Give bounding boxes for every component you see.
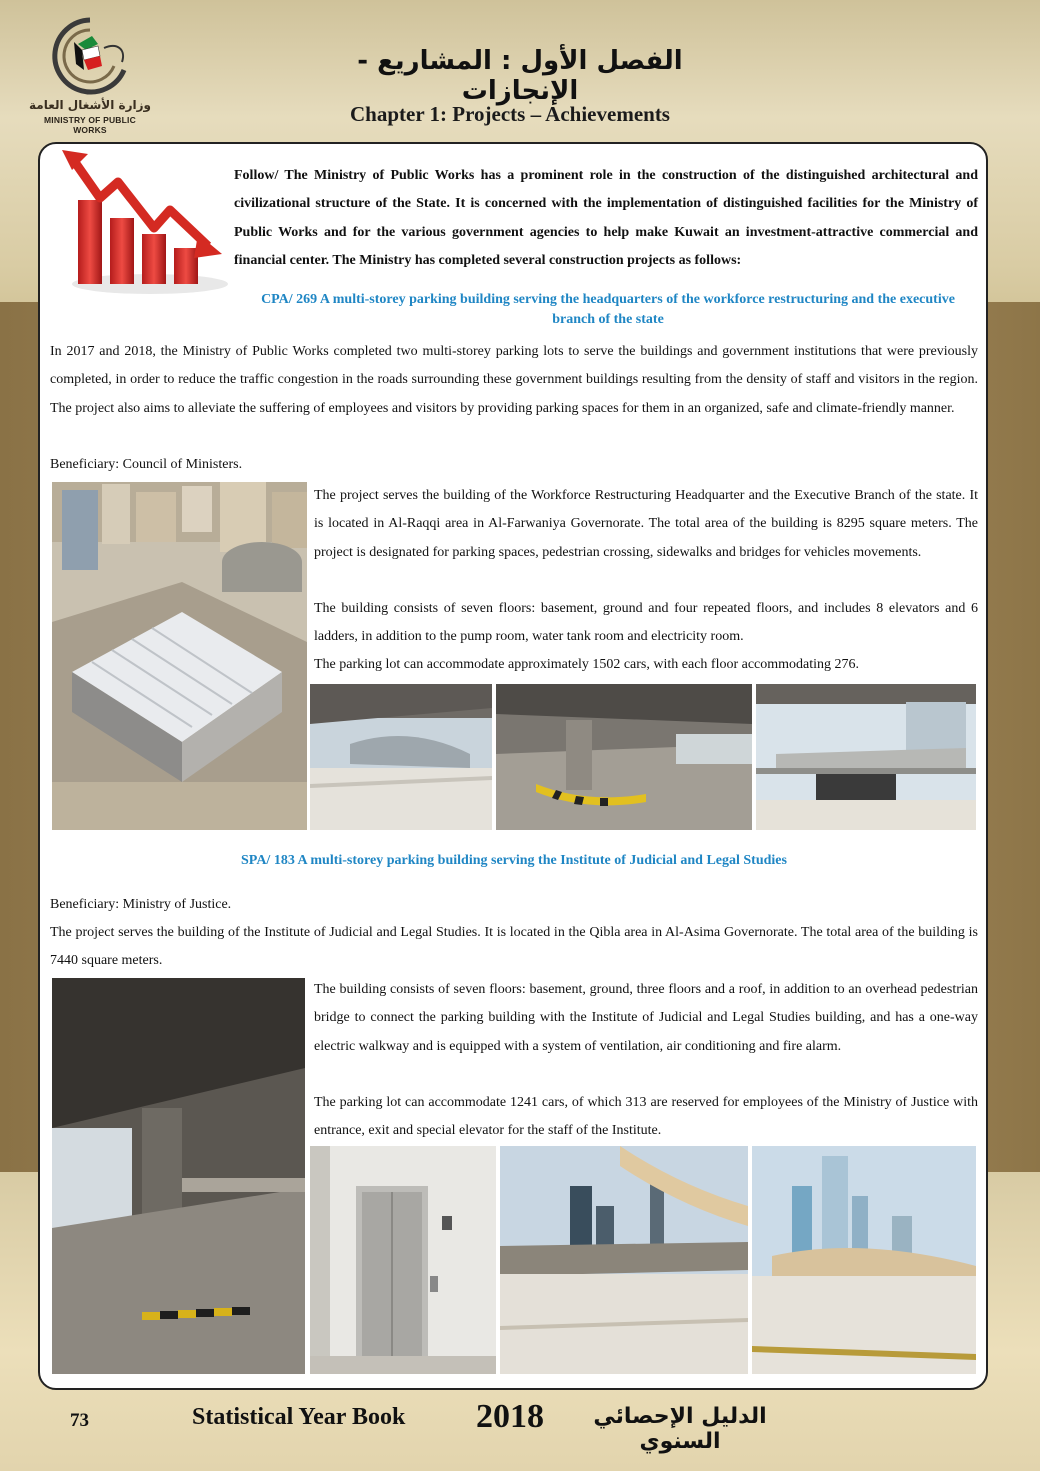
chapter-title-arabic: الفصل الأول : المشاريع - الإنجازات: [357, 46, 683, 106]
declining-chart-illustration: [58, 148, 230, 298]
rooftop-towers-photo: [752, 1146, 976, 1374]
section1-description-capacity: The parking lot can accommodate approximately 1502 cars, with each floor accommodating 276.: [314, 657, 860, 672]
parking-interior-photo: [496, 684, 752, 830]
book-title-english: Statistical Year Book: [192, 1404, 406, 1430]
section1-beneficiary: Beneficiary: Council of Ministers.: [50, 457, 243, 472]
elevator-photo: [310, 1146, 496, 1374]
section2-description-capacity: The parking lot can accommodate 1241 cars, of which 313 are reserved for employees of the Ministry of Justice with entrance, exit and special elevator for the staff of the Institute.: [314, 1095, 978, 1139]
section1-paragraph: In 2017 and 2018, the Ministry of Public Works completed two multi-storey parking lots to serve the buildings and government institutions that were previously completed, in order to reduce the traffic congestion in the roads surrounding these government buildings resulting from the density of staff and visitors in the region. The project also aims to alleviate the suffering of employees and visitors by providing parking spaces for them in an organized, safe and climate-friendly manner.: [50, 344, 978, 416]
chapter-title-english: Chapter 1: Projects – Achievements: [350, 102, 670, 126]
section2-title: SPA/ 183 A multi-storey parking building serving the Institute of Judicial and Legal Studies: [241, 853, 787, 868]
section1-title: CPA/ 269 A multi-storey parking building serving the headquarters of the workforce restructuring and the executive branch of the state: [261, 292, 955, 327]
section1-description-floors: The building consists of seven floors: basement, ground and four repeated floors, and includes 8 elevators and 6 ladders, in addition to the pump room, water tank room and electricity room.: [314, 601, 978, 645]
parking-roof-photo: [310, 684, 492, 830]
book-title-arabic: الدليل الإحصائي السنوي: [593, 1404, 767, 1454]
logo-arabic-name: وزارة الأشغال العامة: [29, 98, 151, 112]
page-number: 73: [70, 1410, 89, 1431]
content-card: [38, 142, 988, 1390]
parking-floor-interior-photo: [52, 978, 305, 1374]
section2-description-floors: The building consists of seven floors: basement, ground, three floors and a roof, in addition to an overhead pedestrian bridge to connect the parking building with the Institute of Judicial and Legal Studies building, and has a one-way electric walkway and is equipped with a system of ventilation, air conditioning and fire alarm.: [314, 982, 978, 1054]
logo-emblem-icon: [26, 14, 154, 98]
section2-beneficiary: Beneficiary: Ministry of Justice.: [50, 897, 232, 912]
section2-paragraph: The project serves the building of the Institute of Judicial and Legal Studies. It is located in the Qibla area in Al-Asima Governorate. The total area of the building is 7440 square meters.: [50, 925, 978, 969]
aerial-building-photo: [52, 482, 307, 830]
rooftop-shade-photo: [500, 1146, 748, 1374]
book-year: 2018: [476, 1398, 544, 1435]
section1-description-location: The project serves the building of the Workforce Restructuring Headquarter and the Executive Branch of the state. It is located in Al-Raqqi area in Al-Farwaniya Governorate. The total area of the building is 8295 square meters. The project is designated for parking spaces, pedestrian crossing, sidewalks and bridges for vehicles movements.: [314, 488, 978, 560]
intro-paragraph: Follow/ The Ministry of Public Works has a prominent role in the construction of the distinguished architectural and civilizational structure of the State. It is concerned with the implementation of distinguished facilities for the Ministry of Public Works and for the various government agencies to help make Kuwait an investment-attractive commercial and financial center. The Ministry has completed several construction projects as follows:: [234, 168, 978, 268]
chart-arrow-icon: [58, 148, 230, 298]
parking-exterior-photo: [756, 684, 976, 830]
ministry-logo: [26, 14, 154, 135]
logo-english-name: MINISTRY OF PUBLIC WORKS: [44, 115, 136, 135]
